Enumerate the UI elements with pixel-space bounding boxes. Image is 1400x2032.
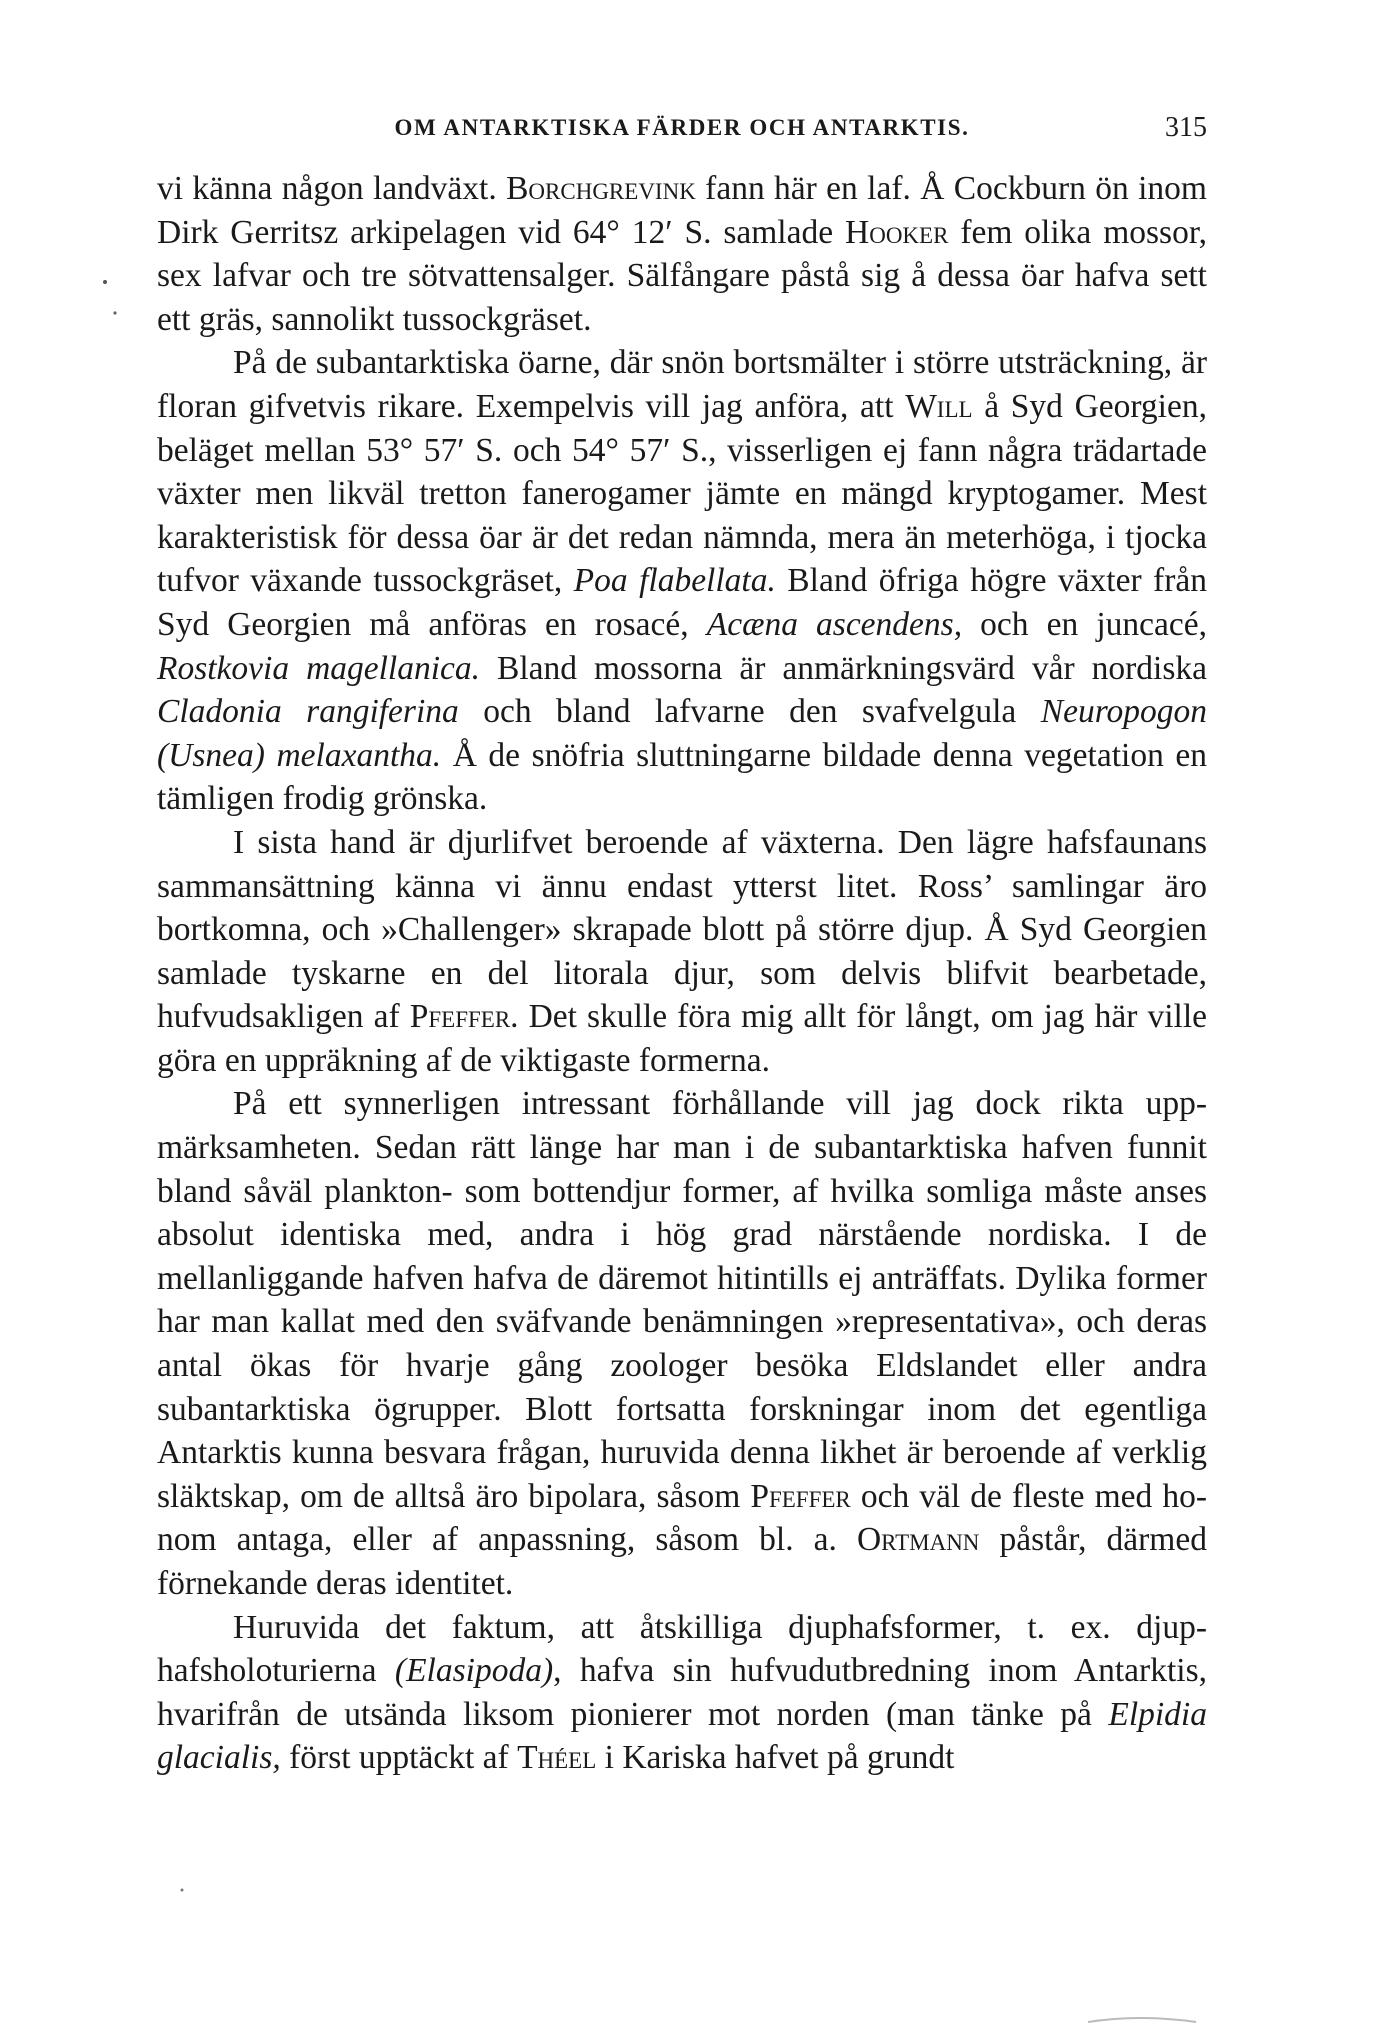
speck-mark — [103, 280, 107, 284]
running-title: OM ANTARKTISKA FÄRDER OCH ANTARKTIS. — [394, 115, 970, 140]
italic-term: Acæna ascendens, — [706, 605, 963, 643]
text-run: och en juncacé, — [962, 605, 1208, 643]
speck-mark — [1088, 2018, 1196, 2022]
text-run: Å de snöfria sluttningarne bildade denna vegetation en tämligen frodig grönska. — [157, 736, 1207, 818]
author-name: Hooker — [845, 213, 949, 251]
text-run: och väl de fleste med honom antaga, eller af anpassning, såsom bl. a. — [157, 1477, 1207, 1559]
italic-term: Cladonia rangiferina — [157, 693, 459, 731]
text-run: i Kariska hafvet på grundt — [596, 1739, 955, 1777]
text-run: först upptäckt af — [280, 1739, 518, 1777]
speck-mark — [181, 1889, 184, 1892]
text-run: I sista hand är djurlifvet beroende af växterna. Den lägre hafsfaunans sammansättning känna vi ännu endast ytterst litet. Ross’ samlingar äro bortkomna, och »Challenger» skrapade blott på större djup. Å Syd Georgien samlade tyskarne en del litorala djur, som delvis blifvit bearbetade, hufvudsakligen af — [157, 823, 1207, 1036]
author-name: Ortmann — [856, 1521, 980, 1559]
author-name: Théel — [517, 1739, 597, 1777]
page-number: 315 — [1165, 112, 1207, 143]
text-run: vi känna någon landväxt. — [157, 170, 507, 207]
text-run: fem olika mossor, sex lafvar och tre sötvattensalger. Sälfångare påstå sig å dessa öar hafva sett ett gräs, sannolikt tussockgräset. — [157, 213, 1208, 338]
author-name: Pfeffer. — [409, 998, 519, 1036]
italic-term: (Elasipoda) — [394, 1652, 554, 1690]
italic-term: Elpidia glacialis, — [157, 1695, 1207, 1777]
italic-term: Neuropogon (Usnea) melaxantha. — [157, 693, 1208, 774]
italic-term: Rostkovia magellanica. — [157, 649, 481, 687]
text-run: Det skulle föra mig allt för långt, om jag här ville göra en uppräkning af de viktigaste formerna. — [157, 998, 1207, 1079]
author-name: Pfeffer — [750, 1477, 851, 1515]
speck-mark — [113, 311, 116, 314]
author-name: Will — [905, 387, 973, 425]
author-name: Borchgrevink — [506, 170, 696, 207]
text-run: påstår, därmed förnekande deras identitet. — [157, 1521, 1207, 1602]
text-run: Bland mossorna är anmärkningsvärd vår nordiska — [480, 649, 1207, 687]
text-run: På ett synnerligen intressant förhållande vill jag dock rikta uppmärksamheten. Sedan rätt länge har man i de subantarktiska hafven funnit bland såväl plankton- som bottendjur former, af hvilka somliga måste anses absolut identiska med, andra i hög grad närstående nordiska. I de mellanliggande hafven hafva de däremot hitintills ej anträffats. Dylika former har man kallat med den sväfvande benämningen »representativa», och deras antal ökas för hvarje gång zoologer besöka Eldslandet eller andra subantarktiska ögrupper. Blott fortsatta forskningar inom det egentliga Antarktis kunna besvara frågan, huruvida denna likhet är beroende af verklig släktskap, om de alltså äro bipolara, såsom — [157, 1085, 1207, 1515]
text-run: och bland lafvarne den svafvelgula — [458, 693, 1041, 731]
text-run: Huruvida det faktum, att åtskilliga djuphafsformer, t. ex. djuphafsholoturierna — [157, 1608, 1207, 1690]
text-run: fann här en laf. Å Cockburn ön inom Dirk Gerritsz arkipelagen vid 64° 12′ S. samlade — [157, 170, 1207, 251]
text-run: På de subantarktiska öarne, där snön bortsmälter i större utsträckning, är floran gifvetvis rikare. Exempelvis vill jag anföra, att — [157, 344, 1207, 425]
text-run: , hafva sin hufvudutbredning inom Antarktis, hvarifrån de utsända liksom pionierer mot norden (man tänke på — [157, 1652, 1207, 1733]
text-run: Bland öfriga högre växter från Syd Georgien må anföras en rosacé, — [157, 562, 1207, 643]
text-run: å Syd Georgien, beläget mellan 53° 57′ S. och 54° 57′ S., visserligen ej fann några trädartade växter men likväl tretton fanerogamer jämte en mängd kryptogamer. Mest karakteristisk för dessa öar är det redan nämnda, mera än meterhöga, i tjocka tufvor växande tussockgräset, — [157, 387, 1207, 600]
italic-term: Poa flabellata. — [573, 562, 776, 600]
